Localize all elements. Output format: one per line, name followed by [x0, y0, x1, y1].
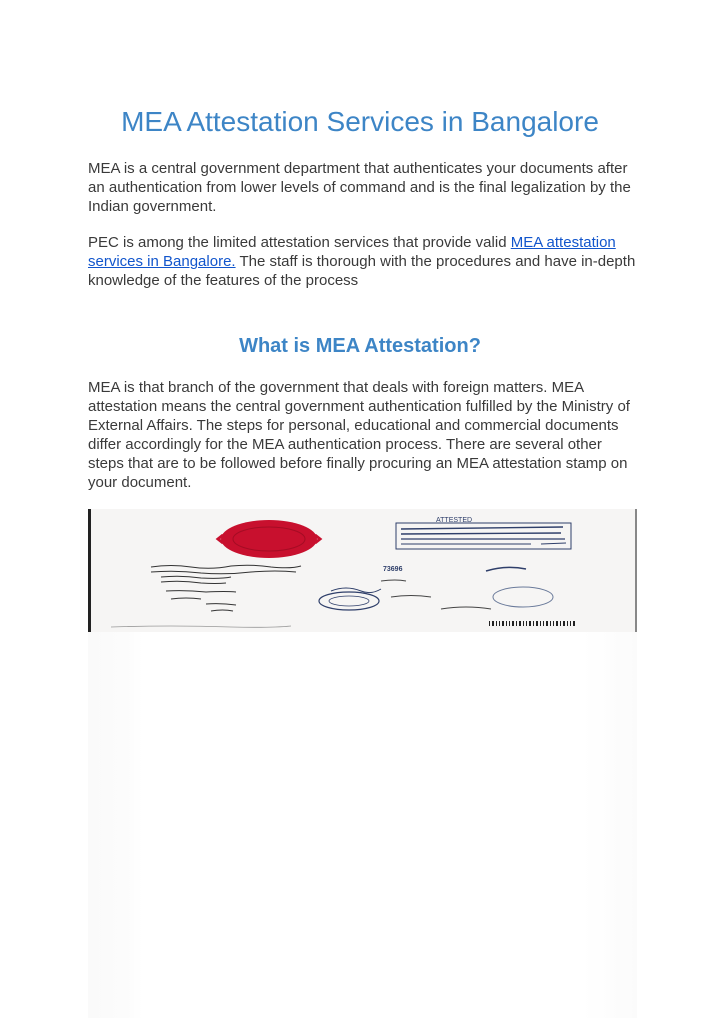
stamp-heading: ATTESTED — [436, 517, 473, 524]
image-continuation-area — [88, 632, 637, 1018]
section-heading: What is MEA Attestation? — [239, 335, 481, 357]
document-scan-graphic — [91, 509, 635, 632]
pec-paragraph-text-end: The staff is thorough with the procedures and have in-depth knowledge of the features of the process — [88, 253, 636, 289]
pec-paragraph — [88, 233, 636, 290]
intro-paragraph: MEA is a central government department that authenticates your documents after an authentication from lower levels of command and is the final legalization by the Indian government. — [88, 160, 631, 215]
page-title: MEA Attestation Services in Bangalore — [121, 106, 599, 137]
mea-attestation-link[interactable]: MEA attestation services in Bangalore. — [88, 234, 616, 270]
attested-document-image — [88, 509, 637, 632]
section-paragraph: MEA is that branch of the government that deals with foreign matters. MEA attestation means the central government authentication fulfilled by the Ministry of External Affairs. The steps for personal, educational and commercial documents differ accordingly for the MEA authentication process. There are several other steps that are to be followed before finally procuring an MEA attestation stamp on your document. — [88, 379, 630, 491]
serial-number: 73696 — [383, 566, 403, 573]
pec-paragraph-text: PEC is among the limited attestation services that provide valid — [88, 234, 511, 251]
